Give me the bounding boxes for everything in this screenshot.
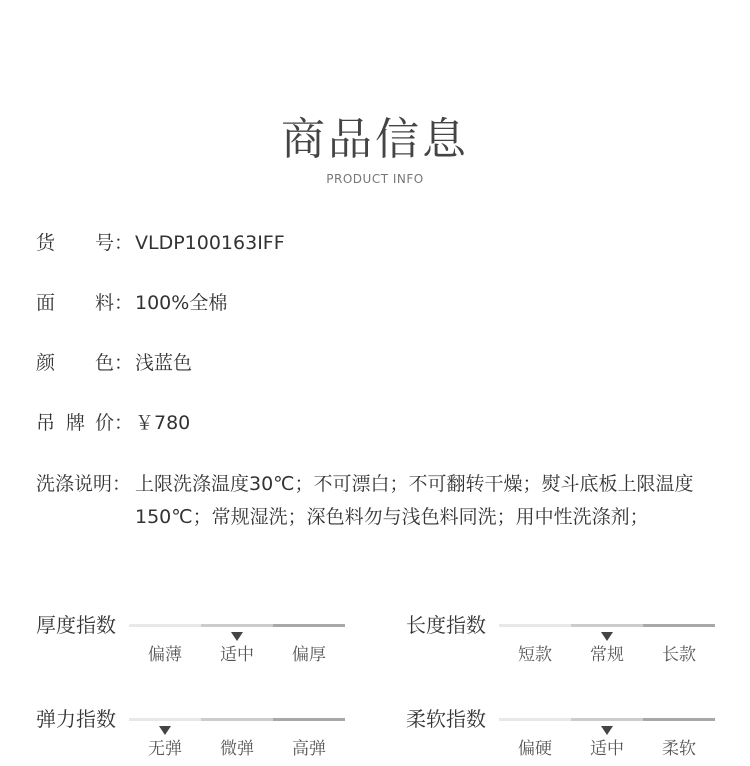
- gauge-segment: [201, 624, 273, 627]
- gauge-option: 高弹: [292, 739, 326, 759]
- gauge-title: 弹力指数: [36, 707, 116, 731]
- info-value-sku: VLDP100163IFF: [135, 232, 285, 254]
- gauge-segment: [129, 718, 201, 721]
- gauge-option: 常规: [590, 645, 624, 665]
- gauge-option: 长款: [662, 645, 696, 665]
- gauge-segment: [643, 718, 715, 721]
- gauge-segment: [571, 718, 643, 721]
- info-row-care: [36, 468, 726, 538]
- info-value-color: 浅蓝色: [135, 352, 193, 374]
- gauge-track: [129, 624, 345, 627]
- gauge-option: 适中: [220, 645, 254, 665]
- gauge-track: [499, 718, 715, 721]
- page-subtitle: PRODUCT INFO: [326, 172, 424, 186]
- gauge-option: 适中: [590, 739, 624, 759]
- info-label-fabric: 面 料：: [36, 292, 134, 314]
- info-label-color: 颜 色：: [36, 352, 134, 374]
- gauge-thickness: [36, 610, 346, 670]
- care-instructions: 上限洗涤温度30℃；不可漂白；不可翻转干燥；熨斗底板上限温度150℃；常规湿洗；深色料勿与浅色料同洗；用中性洗涤剂；: [135, 473, 694, 528]
- gauge-pointer-icon: [601, 632, 613, 641]
- gauge-length: [406, 610, 716, 670]
- info-label-care: 洗涤说明：: [36, 473, 132, 495]
- gauge-segment: [201, 718, 273, 721]
- gauge-option: 微弹: [220, 739, 254, 759]
- gauge-pointer-icon: [231, 632, 243, 641]
- gauge-pointer-icon: [601, 726, 613, 735]
- info-label-price: 吊 牌 价：: [36, 412, 134, 434]
- gauge-title: 柔软指数: [406, 707, 486, 731]
- gauge-pointer-icon: [159, 726, 171, 735]
- gauge-option: 偏厚: [292, 645, 326, 665]
- gauge-segment: [643, 624, 715, 627]
- gauge-option: 柔软: [662, 739, 696, 759]
- gauge-track: [499, 624, 715, 627]
- page-title: 商品信息: [281, 114, 469, 165]
- gauge-option: 无弹: [148, 739, 182, 759]
- gauge-segment: [273, 624, 345, 627]
- gauge-segment: [499, 624, 571, 627]
- gauge-title: 厚度指数: [36, 613, 116, 637]
- gauge-track: [129, 718, 345, 721]
- info-value-price: ￥780: [135, 412, 191, 434]
- gauge-segment: [273, 718, 345, 721]
- gauge-segment: [129, 624, 201, 627]
- info-value-fabric: 100%全棉: [135, 292, 228, 314]
- gauge-softness: [406, 704, 716, 764]
- gauge-segment: [499, 718, 571, 721]
- gauge-option: 短款: [518, 645, 552, 665]
- gauge-segment: [571, 624, 643, 627]
- gauge-option: 偏薄: [148, 645, 182, 665]
- gauge-title: 长度指数: [406, 613, 486, 637]
- info-label-sku: 货 号：: [36, 232, 134, 254]
- gauge-elasticity: [36, 704, 346, 764]
- gauge-option: 偏硬: [518, 739, 552, 759]
